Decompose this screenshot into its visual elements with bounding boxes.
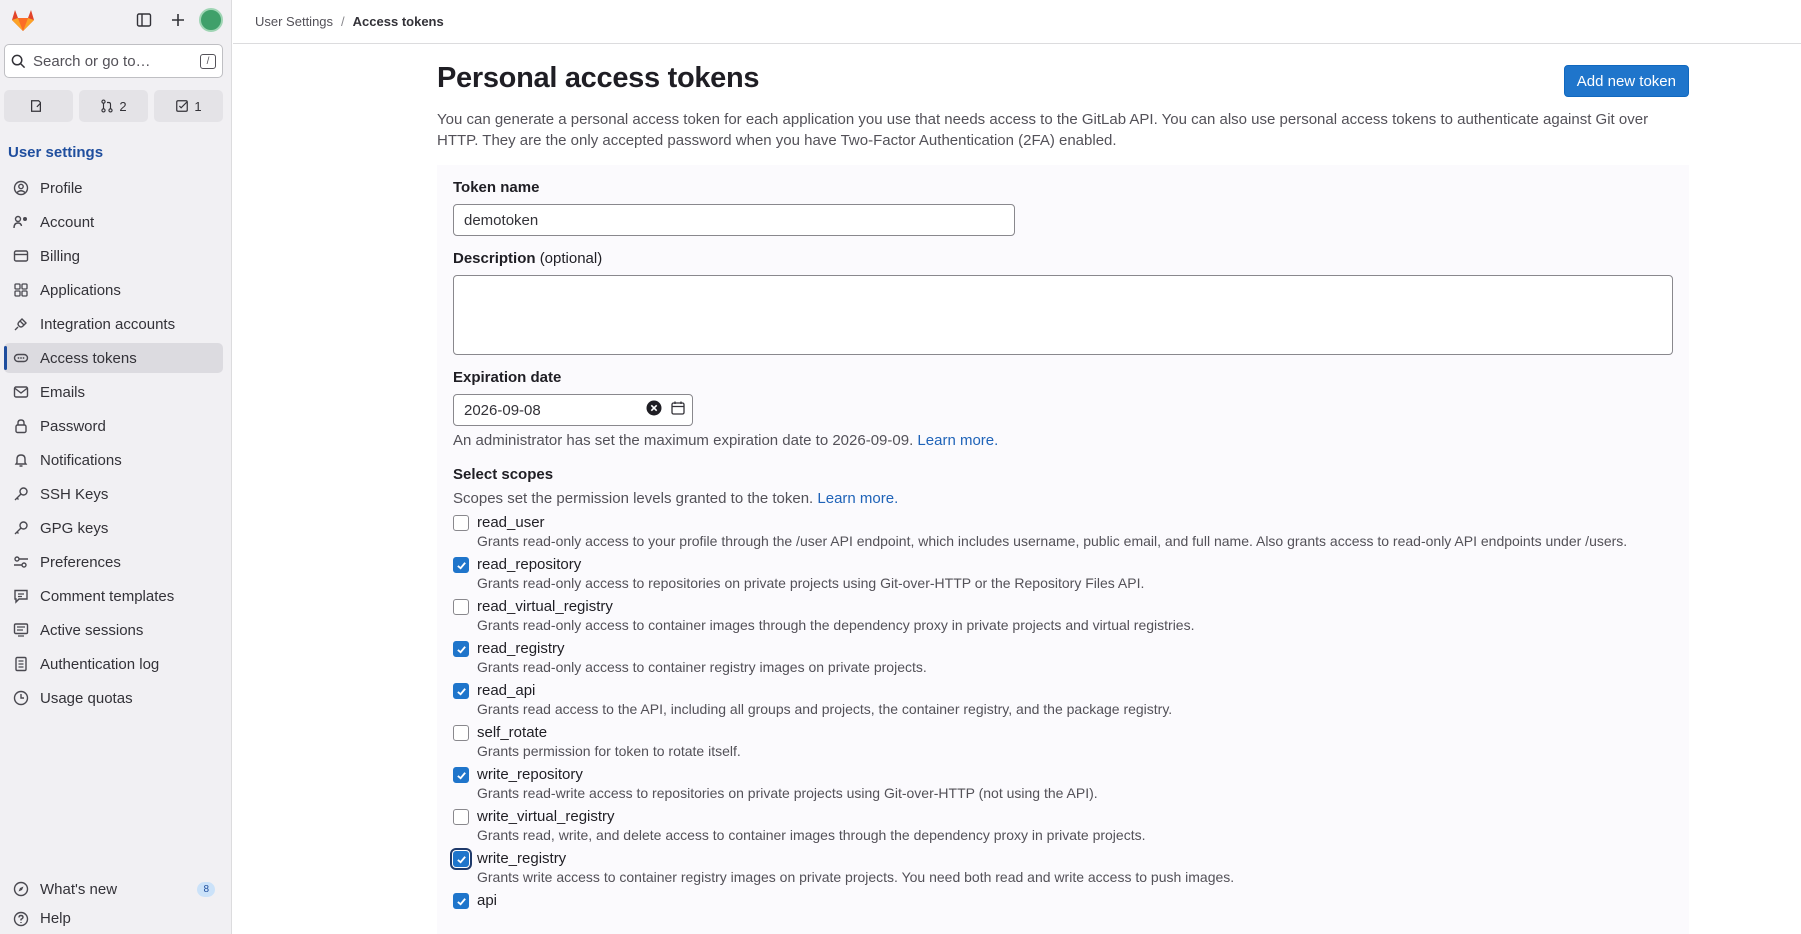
check-icon [456, 644, 467, 655]
sidebar [0, 0, 232, 934]
sidebar-item-emails[interactable] [4, 377, 223, 407]
scope-checkbox[interactable] [453, 641, 469, 657]
calendar-icon[interactable] [670, 400, 686, 420]
todos-count-button[interactable] [154, 90, 223, 122]
help-label: Help [40, 910, 71, 927]
todo-icon [175, 99, 189, 113]
scope-read-virtual-registry [453, 597, 1673, 633]
scope-description: Grants read-write access to repositories on private projects using Git-over-HTTP (not using the API). [477, 785, 1098, 801]
gitlab-logo-icon[interactable] [8, 5, 38, 35]
scopes-label: Select scopes [453, 466, 554, 483]
scope-checkbox[interactable] [453, 725, 469, 741]
sidebar-item-authentication-log[interactable] [4, 649, 223, 679]
compass-icon [12, 880, 30, 898]
description-textarea[interactable] [453, 275, 1673, 355]
scope-checkbox[interactable] [453, 557, 469, 573]
applications-icon [12, 281, 30, 299]
lock-icon [12, 417, 30, 435]
token-name-input[interactable] [453, 204, 1015, 236]
plus-icon[interactable] [165, 7, 191, 33]
sidebar-item-applications[interactable] [4, 275, 223, 305]
sidebar-item-account[interactable] [4, 207, 223, 237]
merge-request-icon [100, 99, 114, 113]
user-icon [12, 179, 30, 197]
search-shortcut-hint: / [200, 54, 216, 69]
key-icon [12, 485, 30, 503]
search-placeholder: Search or go to… [33, 52, 151, 70]
add-new-token-button[interactable]: Add new token [1564, 65, 1689, 97]
token-icon [12, 349, 30, 367]
sidebar-item-preferences[interactable] [4, 547, 223, 577]
sidebar-item-active-sessions[interactable] [4, 615, 223, 645]
scope-description: Grants read-only access to container registry images on private projects. [477, 659, 927, 675]
scopes-list [453, 513, 1673, 911]
check-icon [456, 686, 467, 697]
scope-checkbox[interactable] [453, 515, 469, 531]
sidebar-item-password[interactable] [4, 411, 223, 441]
expiration-label: Expiration date [453, 369, 562, 386]
scope-description: Grants permission for token to rotate itself. [477, 743, 741, 759]
issues-count-button[interactable] [4, 90, 73, 122]
scope-read-repository [453, 555, 1673, 591]
sidebar-item-label: Comment templates [40, 587, 175, 605]
scope-write-virtual-registry [453, 807, 1673, 843]
scope-read-user [453, 513, 1673, 549]
whats-new-button[interactable] [4, 874, 223, 904]
comment-icon [12, 587, 30, 605]
scope-checkbox[interactable] [453, 683, 469, 699]
check-icon [456, 854, 467, 865]
account-icon [12, 213, 30, 231]
check-icon [456, 896, 467, 907]
sidebar-item-label: GPG keys [40, 519, 109, 537]
avatar[interactable] [199, 8, 223, 32]
token-name-value: demotoken [464, 211, 539, 229]
scope-checkbox[interactable] [453, 851, 469, 867]
scope-description: Grants read-only access to your profile through the /user API endpoint, which includes username, public email, and full name. Also grants access to read-only API endpoints under /users. [477, 533, 1628, 549]
whats-new-badge: 8 [197, 882, 215, 897]
expiration-help [453, 432, 1673, 449]
scope-name[interactable]: read_user [477, 514, 545, 531]
sidebar-item-label: SSH Keys [40, 485, 109, 503]
sidebar-item-gpg-keys[interactable] [4, 513, 223, 543]
scope-write-registry [453, 849, 1673, 885]
help-button[interactable] [4, 908, 223, 930]
main-content [437, 44, 1689, 934]
scopes-learn-more-link[interactable]: Learn more. [817, 490, 899, 507]
scope-description: Grants read-only access to repositories on private projects using Git-over-HTTP or the Repository Files API. [477, 575, 1145, 591]
merge-requests-count-button[interactable] [79, 90, 148, 122]
key-icon [12, 519, 30, 537]
sidebar-item-ssh-keys[interactable] [4, 479, 223, 509]
scope-description: Grants read, write, and delete access to container images through the dependency proxy in private projects. [477, 827, 1146, 843]
scope-checkbox[interactable] [453, 809, 469, 825]
scope-checkbox[interactable] [453, 599, 469, 615]
scope-api [453, 891, 1673, 911]
whats-new-label: What's new [40, 880, 118, 898]
breadcrumb [233, 0, 1801, 44]
scope-description: Grants write access to container registry images on private projects. You need both read and write access to push images. [477, 869, 1235, 885]
scope-checkbox[interactable] [453, 767, 469, 783]
scope-write-repository [453, 765, 1673, 801]
sidebar-item-label: Active sessions [40, 621, 144, 639]
sidebar-item-access-tokens[interactable] [4, 343, 223, 373]
counts-row [4, 90, 223, 122]
sidebar-item-label: Account [40, 213, 95, 231]
scope-name[interactable]: read_virtual_registry [477, 598, 613, 615]
page-intro: You can generate a personal access token for each application you use that needs access to the GitLab API. You can also use personal access tokens to authenticate against Git over HTTP. They are the only accepted password when you have Two-Factor Authentication (2FA) enabled. [437, 111, 1649, 149]
expiration-learn-more-link[interactable]: Learn more. [917, 432, 999, 449]
expiration-date-input[interactable] [453, 394, 693, 426]
breadcrumb-parent[interactable]: User Settings [255, 14, 334, 29]
description-label [453, 250, 1673, 267]
credit-card-icon [12, 247, 30, 265]
scope-name[interactable]: read_api [477, 682, 536, 699]
sidebar-heading[interactable]: User settings [8, 144, 104, 161]
sidebar-item-label: Preferences [40, 553, 121, 571]
log-icon [12, 655, 30, 673]
expiration-date-value: 2026-09-08 [464, 401, 541, 419]
sidebar-item-label: Profile [40, 179, 83, 197]
scope-read-registry [453, 639, 1673, 675]
scope-name[interactable]: self_rotate [477, 724, 548, 741]
scope-name[interactable]: write_registry [477, 850, 567, 867]
sidebar-item-profile[interactable] [4, 173, 223, 203]
monitor-icon [12, 621, 30, 639]
sidebar-nav [0, 173, 231, 713]
sidebar-item-label: Notifications [40, 451, 122, 469]
sidebar-item-label: Emails [40, 383, 86, 401]
scope-checkbox[interactable] [453, 893, 469, 909]
bell-icon [12, 451, 30, 469]
merge-requests-count: 2 [119, 98, 127, 114]
sidebar-bottom [0, 874, 231, 934]
check-icon [456, 560, 467, 571]
scope-read-api [453, 681, 1673, 717]
search-icon [11, 54, 26, 69]
scope-name[interactable]: api [477, 892, 498, 909]
scope-description: Grants read access to the API, including all groups and projects, the container registry, and the package registry. [477, 701, 1173, 717]
sidebar-item-notifications[interactable] [4, 445, 223, 475]
search-input[interactable] [4, 44, 223, 78]
scope-name[interactable]: read_repository [477, 556, 582, 573]
sidebar-item-label: Access tokens [40, 349, 137, 367]
breadcrumb-current[interactable]: Access tokens [352, 14, 444, 29]
plug-icon [12, 315, 30, 333]
preferences-icon [12, 553, 30, 571]
sidebar-item-comment-templates[interactable] [4, 581, 223, 611]
scopes-help-text: Scopes set the permission levels granted to the token. [453, 490, 814, 507]
sidebar-item-integration-accounts[interactable] [4, 309, 223, 339]
clear-icon[interactable] [646, 400, 662, 420]
scope-description: Grants read-only access to container images through the dependency proxy in private projects and virtual registries. [477, 617, 1195, 633]
help-icon [12, 910, 30, 928]
sidebar-item-billing[interactable] [4, 241, 223, 271]
scope-name[interactable]: read_registry [477, 640, 565, 657]
page-title: Personal access tokens [437, 62, 760, 94]
sidebar-top [0, 0, 231, 40]
quota-icon [12, 689, 30, 707]
description-optional: (optional) [539, 250, 603, 267]
scopes-help [453, 490, 1673, 507]
sidebar-item-label: Usage quotas [40, 689, 133, 707]
scope-name[interactable]: write_repository [477, 766, 583, 783]
token-name-label: Token name [453, 179, 540, 196]
sidebar-toggle-icon[interactable] [131, 7, 157, 33]
scope-self-rotate [453, 723, 1673, 759]
sidebar-item-label: Authentication log [40, 655, 160, 673]
todos-count: 1 [194, 98, 202, 114]
sidebar-item-label: Password [40, 417, 106, 435]
description-label-text: Description [453, 250, 536, 267]
issues-icon [29, 99, 43, 113]
sidebar-item-label: Billing [40, 247, 81, 265]
expiration-help-text: An administrator has set the maximum expiration date to 2026-09-09. [453, 432, 914, 449]
sidebar-item-label: Integration accounts [40, 315, 176, 333]
token-form [437, 165, 1689, 934]
sidebar-item-label: Applications [40, 281, 121, 299]
mail-icon [12, 383, 30, 401]
check-icon [456, 770, 467, 781]
breadcrumb-separator: / [341, 14, 345, 29]
sidebar-item-usage-quotas[interactable] [4, 683, 223, 713]
scope-name[interactable]: write_virtual_registry [477, 808, 615, 825]
